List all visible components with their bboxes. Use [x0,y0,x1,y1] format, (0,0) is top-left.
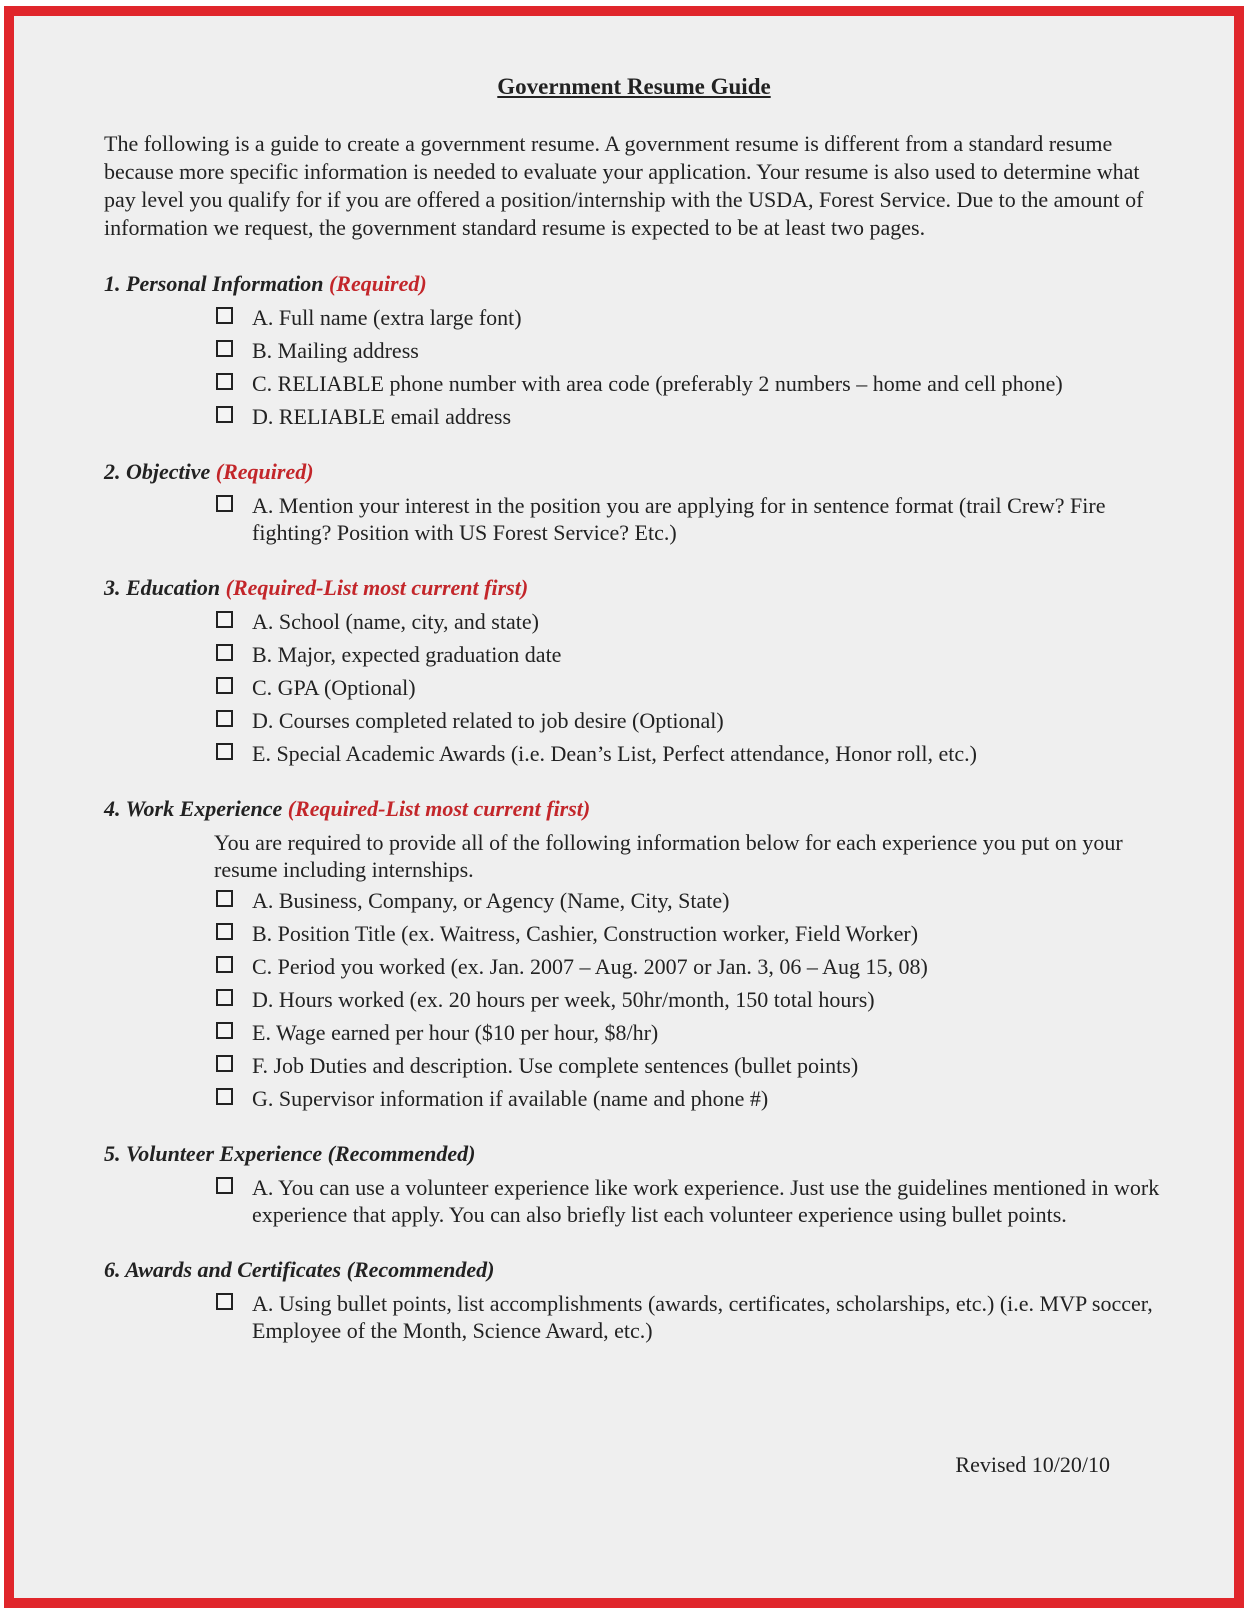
section-1 [104,270,1164,430]
checkbox-icon[interactable] [216,677,233,694]
checklist-item [104,1052,1164,1079]
checklist-item [104,1085,1164,1112]
section-heading-text: 3. Education [104,575,221,600]
checkbox-icon[interactable] [216,1293,233,1310]
section-requirement: (Required) [328,271,427,296]
section-requirement: (Required) [215,459,314,484]
checklist-item-text: C. RELIABLE phone number with area code (preferably 2 numbers – home and cell phone) [252,371,1063,396]
checklist-item-text: G. Supervisor information if available (name and phone #) [252,1086,769,1111]
checkbox-icon[interactable] [216,956,233,973]
checklist [104,1174,1164,1228]
checklist-item-text: D. RELIABLE email address [252,404,512,429]
checklist [104,1290,1164,1344]
section-heading-text: 5. Volunteer Experience (Recommended) [104,1141,476,1166]
checkbox-icon[interactable] [216,743,233,760]
checkbox-icon[interactable] [216,406,233,423]
checklist-item-text: E. Wage earned per hour ($10 per hour, $8/hr) [252,1020,659,1045]
checklist-item-text: F. Job Duties and description. Use complete sentences (bullet points) [252,1053,859,1078]
checklist-item [104,608,1164,635]
checklist-item-text: A. You can use a volunteer experience like work experience. Just use the guidelines mentioned in work experience that apply. You can also briefly list each volunteer experience using bullet points. [252,1175,1160,1227]
checkbox-icon[interactable] [216,611,233,628]
checklist-item [104,641,1164,668]
section-heading [104,270,1164,298]
intro-paragraph: The following is a guide to create a government resume. A government resume is different from a standard resume because more specific information is needed to evaluate your application. Your resume is also used to determine what pay level you qualify for if you are offered a position/internship with the USDA, Forest Service. Due to the amount of information we request, the government standard resume is expected to be at least two pages. [104,131,1144,240]
checkbox-icon[interactable] [216,644,233,661]
checklist-item-text: B. Position Title (ex. Waitress, Cashier, Construction worker, Field Worker) [252,921,919,946]
checkbox-icon[interactable] [216,1022,233,1039]
checklist-item [104,1019,1164,1046]
checklist-item [104,492,1164,546]
section-heading [104,1256,1164,1284]
sections-container [104,270,1164,1344]
checklist-item-text: B. Major, expected graduation date [252,642,562,667]
checklist-item-text: C. Period you worked (ex. Jan. 2007 – Aug. 2007 or Jan. 3, 06 – Aug 15, 08) [252,954,928,979]
checklist-item-text: D. Courses completed related to job desire (Optional) [252,708,724,733]
checklist-item-text: D. Hours worked (ex. 20 hours per week, 50hr/month, 150 total hours) [252,987,875,1012]
section-3 [104,574,1164,767]
checkbox-icon[interactable] [216,1088,233,1105]
checklist-item [104,403,1164,430]
section-requirement: (Required-List most current first) [225,575,529,600]
checklist-item-text: B. Mailing address [252,338,419,363]
checklist [104,608,1164,767]
checklist-item-text: A. Business, Company, or Agency (Name, City, State) [252,888,730,913]
checkbox-icon[interactable] [216,495,233,512]
section-heading [104,795,1164,823]
checkbox-icon[interactable] [216,710,233,727]
checklist-item-text: C. GPA (Optional) [252,675,416,700]
document-content [104,74,1164,1372]
section-heading-text: 4. Work Experience [104,796,283,821]
checklist-item-text: A. Using bullet points, list accomplishments (awards, certificates, scholarships, etc.) (i.e. MVP soccer, Employee of the Month, Science Award, etc.) [252,1291,1153,1343]
section-heading-text: 2. Objective [104,459,211,484]
checklist-item [104,920,1164,947]
checkbox-icon[interactable] [216,989,233,1006]
checklist-item [104,1290,1164,1344]
checkbox-icon[interactable] [216,890,233,907]
checklist-item [104,1174,1164,1228]
checklist-item [104,707,1164,734]
checkbox-icon[interactable] [216,373,233,390]
checkbox-icon[interactable] [216,1177,233,1194]
section-heading-text: 6. Awards and Certificates (Recommended) [104,1257,495,1282]
section-heading [104,458,1164,486]
checklist-item [104,674,1164,701]
checklist-item-text: A. Mention your interest in the position you are applying for in sentence format (trail Crew? Fire fighting? Position with US Forest Service? Etc.) [252,493,1106,545]
checklist-item [104,370,1164,397]
checklist-item-text: E. Special Academic Awards (i.e. Dean’s List, Perfect attendance, Honor roll, etc.) [252,741,977,766]
checklist-item [104,953,1164,980]
document-title: Government Resume Guide [497,74,771,99]
section-heading-text: 1. Personal Information [104,271,324,296]
document-page [4,6,1244,1608]
checklist-item [104,337,1164,364]
checklist [104,492,1164,546]
section-5 [104,1140,1164,1228]
checkbox-icon[interactable] [216,1055,233,1072]
checklist-item-text: A. Full name (extra large font) [252,305,522,330]
revised-date: Revised 10/20/10 [955,1452,1110,1477]
checkbox-icon[interactable] [216,923,233,940]
checklist-item [104,740,1164,767]
section-4 [104,795,1164,1112]
section-heading [104,1140,1164,1168]
checkbox-icon[interactable] [216,307,233,324]
checklist-item [104,986,1164,1013]
checklist-item-text: A. School (name, city, and state) [252,609,539,634]
checklist [104,304,1164,430]
checkbox-icon[interactable] [216,340,233,357]
checklist [104,887,1164,1112]
section-description: You are required to provide all of the following information below for each experience you put on your resume including internships. [214,830,1123,882]
section-heading [104,574,1164,602]
checklist-item [104,887,1164,914]
section-requirement: (Required-List most current first) [287,796,591,821]
section-2 [104,458,1164,546]
section-6 [104,1256,1164,1344]
checklist-item [104,304,1164,331]
